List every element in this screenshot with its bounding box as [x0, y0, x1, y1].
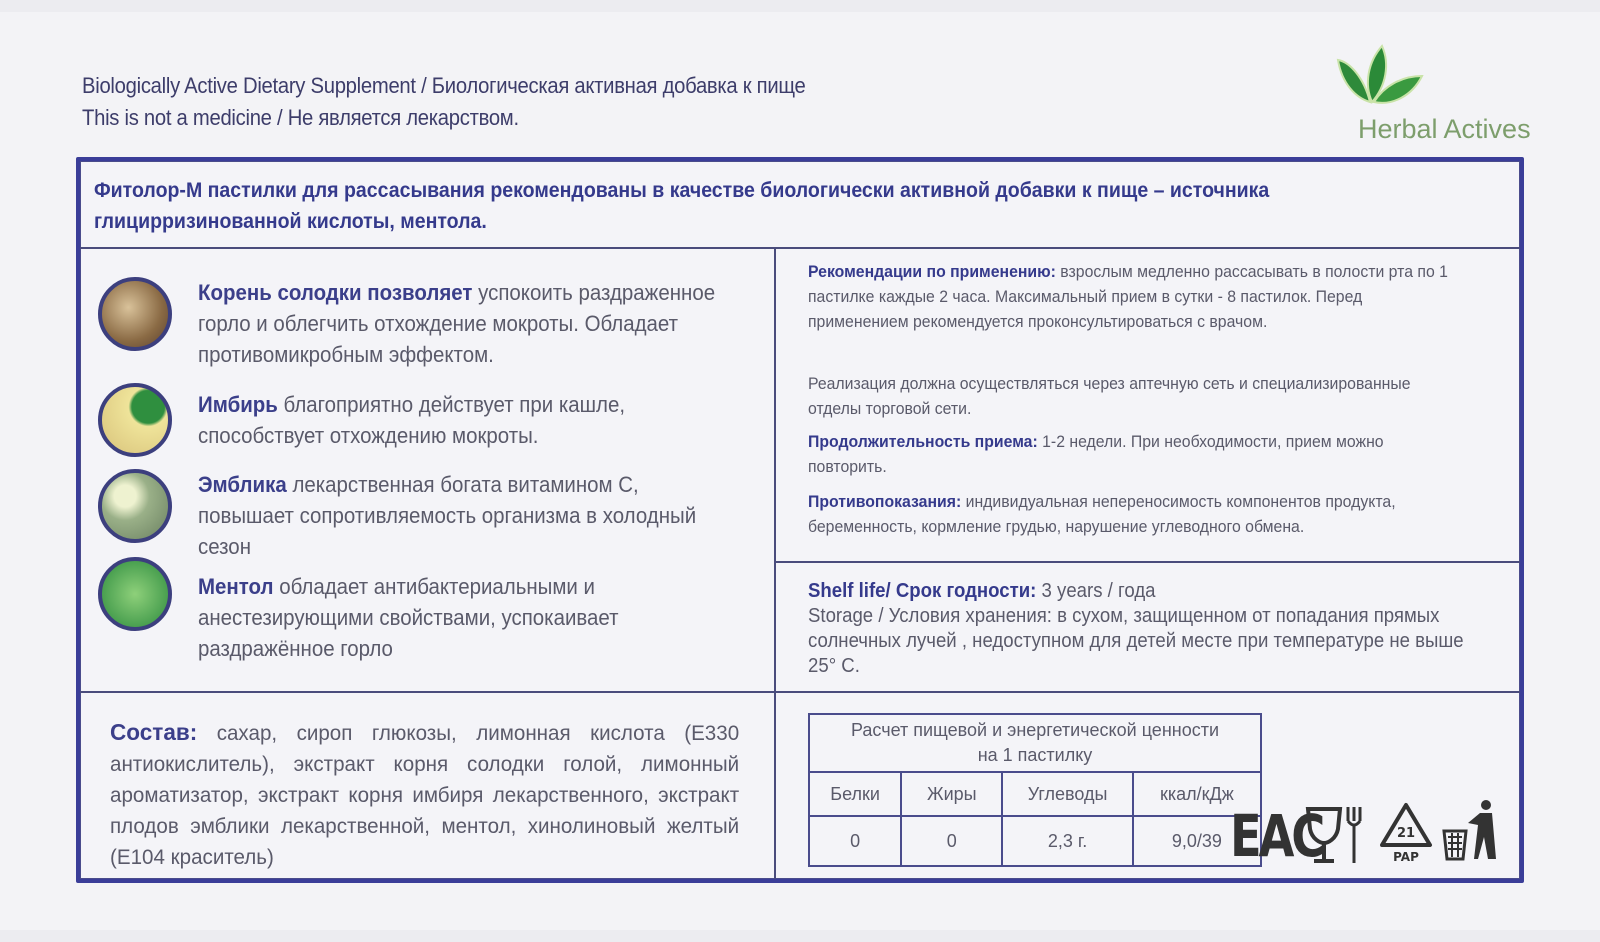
divider	[774, 561, 1520, 563]
usage-recommendations: Рекомендации по применению: взрослым медленно рассасывать в полости рта по 1 пастилке каждые 2 часа. Максимальный прием в сутки - 8 пастилок. Перед применением рекомендуется проконсультироваться с врачом.	[808, 262, 1448, 331]
emblica-icon	[98, 469, 172, 543]
herb-title: Имбирь	[198, 392, 278, 417]
contraindications: Противопоказания: индивидуальная непереносимость компонентов продукта, беременность, кормление грудью, нарушение углеводного обмена.	[808, 492, 1396, 536]
composition: Состав: сахар, сироп глюкозы, лимонная кислота (Е330 антиокислитель), экстракт корня солодки голой, лимонный ароматизатор, экстракт корня имбиря лекарственного, экстракт плодов эмблики лекарственной, ментол, хинолиновый желтый (Е104 краситель)	[110, 719, 740, 869]
nutrition-header: Жиры	[901, 772, 1002, 816]
brand-name: Herbal Actives	[1358, 114, 1531, 144]
nutrition-value: 0	[809, 816, 901, 866]
divider	[80, 247, 1520, 249]
nutrition-table	[808, 713, 1262, 867]
intro-text: Фитолор-М пастилки для рассасывания рекомендованы в качестве биологически активной добавки к пище – источника глицирризинованной кислоты, ментола.	[94, 179, 1270, 233]
divider	[80, 691, 1520, 693]
ginger-icon	[98, 383, 172, 457]
usage-duration: Продолжительность приема: 1-2 недели. При необходимости, прием можно повторить.	[808, 432, 1384, 476]
leaves-icon	[1330, 40, 1440, 120]
sale-info: Реализация должна осуществляться через аптечную сеть и специализированные отделы торговой сети.	[808, 374, 1411, 418]
nutrition-title: Расчет пищевой и энергетической ценности на 1 пастилку	[809, 714, 1261, 772]
herb-description: успокоить раздраженное горло и облегчить отхождение мокроты. Обладает противомикробным эффектом.	[198, 280, 716, 367]
nutrition-header: Углеводы	[1002, 772, 1132, 816]
food-contact-icon	[1304, 803, 1368, 867]
info-panel	[76, 157, 1524, 883]
divider	[774, 247, 776, 879]
nutrition-value: 2,3 г.	[1002, 816, 1132, 866]
header-line-2: This is not a medicine / Не является лекарством.	[82, 105, 519, 130]
licorice-root-icon	[98, 277, 172, 351]
certification-marks	[1230, 801, 1500, 871]
storage-conditions: Storage / Условия хранения: в сухом, защищенном от попадания прямых солнечных лучей , недоступном для детей месте при температуре не выше 25° С.	[808, 605, 1464, 677]
header-line-1: Biologically Active Dietary Supplement / Биологическая активная добавка к пище	[82, 73, 806, 98]
nutrition-value: 9,0/39	[1133, 816, 1261, 866]
herb-description: благоприятно действует при кашле, способствует отхождению мокроты.	[198, 392, 626, 448]
nutrition-header: ккал/кДж	[1133, 772, 1261, 816]
svg-text:PAP: PAP	[1393, 850, 1419, 864]
recycle-pap-icon	[1376, 801, 1436, 865]
herb-title: Эмблика	[198, 472, 287, 497]
menthol-leaf-icon	[98, 557, 172, 631]
herb-title: Ментол	[198, 574, 274, 599]
trash-bin-icon	[1440, 797, 1500, 863]
herb-title: Корень солодки позволяет	[198, 280, 473, 305]
header-text	[82, 70, 806, 134]
svg-text:21: 21	[1396, 826, 1416, 841]
nutrition-value: 0	[901, 816, 1002, 866]
herb-description: лекарственная богата витамином С, повышает сопротивляемость организма в холодный сезон	[198, 472, 697, 559]
nutrition-header: Белки	[809, 772, 901, 816]
eac-mark-icon: EAC	[1230, 802, 1323, 870]
herb-description: обладает антибактериальными и анестезирующими свойствами, успокаивает раздражённое горло	[198, 574, 619, 661]
package-label	[0, 12, 1600, 930]
brand-logo	[1330, 40, 1550, 150]
shelf-life: Shelf life/ Срок годности: 3 years / года Storage / Условия хранения: в сухом, защищенном от попадания прямых солнечных лучей , недоступном для детей месте при температуре не выше 25° С.	[808, 579, 1478, 679]
